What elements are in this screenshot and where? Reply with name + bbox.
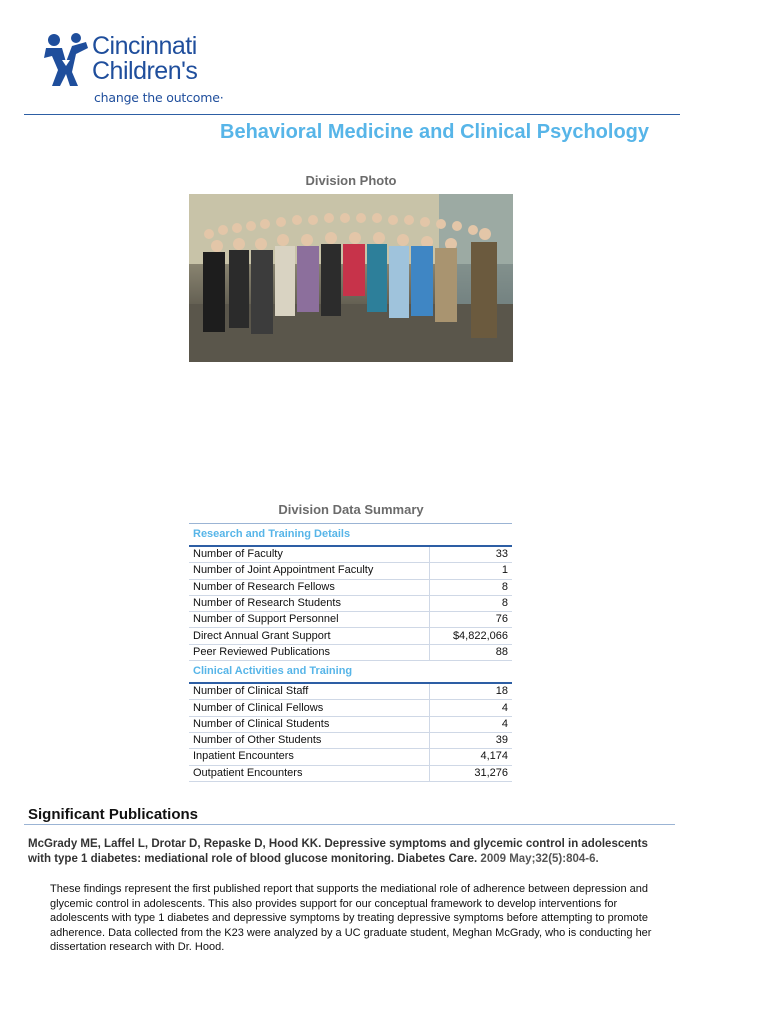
logo-tagline: change the outcome· <box>94 90 224 105</box>
row-label: Direct Annual Grant Support <box>189 628 430 644</box>
publications-divider <box>24 824 675 825</box>
citation-volume: 2009 May;32(5):804-6. <box>480 852 599 865</box>
row-label: Number of Support Personnel <box>189 612 430 628</box>
clinical-section-header-row <box>189 661 512 684</box>
table-row <box>189 546 512 563</box>
page-title: Behavioral Medicine and Clinical Psychology <box>220 121 650 143</box>
table-row <box>189 563 512 579</box>
table-row <box>189 644 512 660</box>
table-row <box>189 732 512 748</box>
table-row <box>189 716 512 732</box>
row-label: Peer Reviewed Publications <box>189 644 430 660</box>
row-value: 4,174 <box>430 749 513 765</box>
header-divider <box>24 114 680 115</box>
row-label: Number of Other Students <box>189 732 430 748</box>
row-label: Outpatient Encounters <box>189 765 430 781</box>
clinical-section-header: Clinical Activities and Training <box>189 661 512 684</box>
row-value: 33 <box>430 546 513 563</box>
row-label: Number of Clinical Staff <box>189 683 430 700</box>
row-label: Number of Research Fellows <box>189 579 430 595</box>
publications-heading: Significant Publications <box>28 806 199 823</box>
row-label: Number of Faculty <box>189 546 430 563</box>
row-value: 8 <box>430 595 513 611</box>
cincinnati-childrens-logo <box>40 30 230 110</box>
logo-figure-icon <box>42 32 90 88</box>
table-row <box>189 579 512 595</box>
table-row <box>189 765 512 781</box>
table-row <box>189 749 512 765</box>
publication-citation <box>28 837 668 866</box>
row-label: Number of Clinical Fellows <box>189 700 430 716</box>
table-row <box>189 595 512 611</box>
logo-wordmark-line2: Children's <box>92 57 198 85</box>
row-label: Number of Joint Appointment Faculty <box>189 563 430 579</box>
row-value: 4 <box>430 700 513 716</box>
table-row <box>189 628 512 644</box>
row-label: Number of Clinical Students <box>189 716 430 732</box>
division-group-photo <box>189 194 513 362</box>
research-section-header: Research and Training Details <box>189 524 512 547</box>
row-value: 88 <box>430 644 513 660</box>
publication-summary: These findings represent the first published report that supports the mediational role of adherence between depression and glycemic control in adolescents. This also provides support for our conceptual framework to develop interventions for adolescents with type 1 diabetes and depressive symptoms by treating depressive symptoms before attempting to promote adherence. Data collected from the K23 were analyzed by a UC graduate student, Meghan McGrady, who is conducting her dissertation research with Dr. Hood. <box>50 883 652 954</box>
row-value: 1 <box>430 563 513 579</box>
row-value: 4 <box>430 716 513 732</box>
citation-main: McGrady ME, Laffel L, Drotar D, Repaske D, Hood KK. Depressive symptoms and glycemic control in adolescents with type 1 diabetes: mediational role of blood glucose monitoring. Diabetes Care. <box>28 838 648 865</box>
row-value: 31,276 <box>430 765 513 781</box>
group-photo-image <box>189 194 513 362</box>
table-row <box>189 700 512 716</box>
row-value: $4,822,066 <box>430 628 513 644</box>
research-section-header-row <box>189 524 512 547</box>
row-value: 39 <box>430 732 513 748</box>
table-row <box>189 612 512 628</box>
row-value: 8 <box>430 579 513 595</box>
row-label: Number of Research Students <box>189 595 430 611</box>
row-value: 18 <box>430 683 513 700</box>
table-row <box>189 683 512 700</box>
row-label: Inpatient Encounters <box>189 749 430 765</box>
logo-wordmark-line1: Cincinnati <box>92 32 197 60</box>
data-summary-heading: Division Data Summary <box>278 502 424 517</box>
photo-heading: Division Photo <box>305 173 397 188</box>
division-data-table <box>189 523 512 782</box>
row-value: 76 <box>430 612 513 628</box>
